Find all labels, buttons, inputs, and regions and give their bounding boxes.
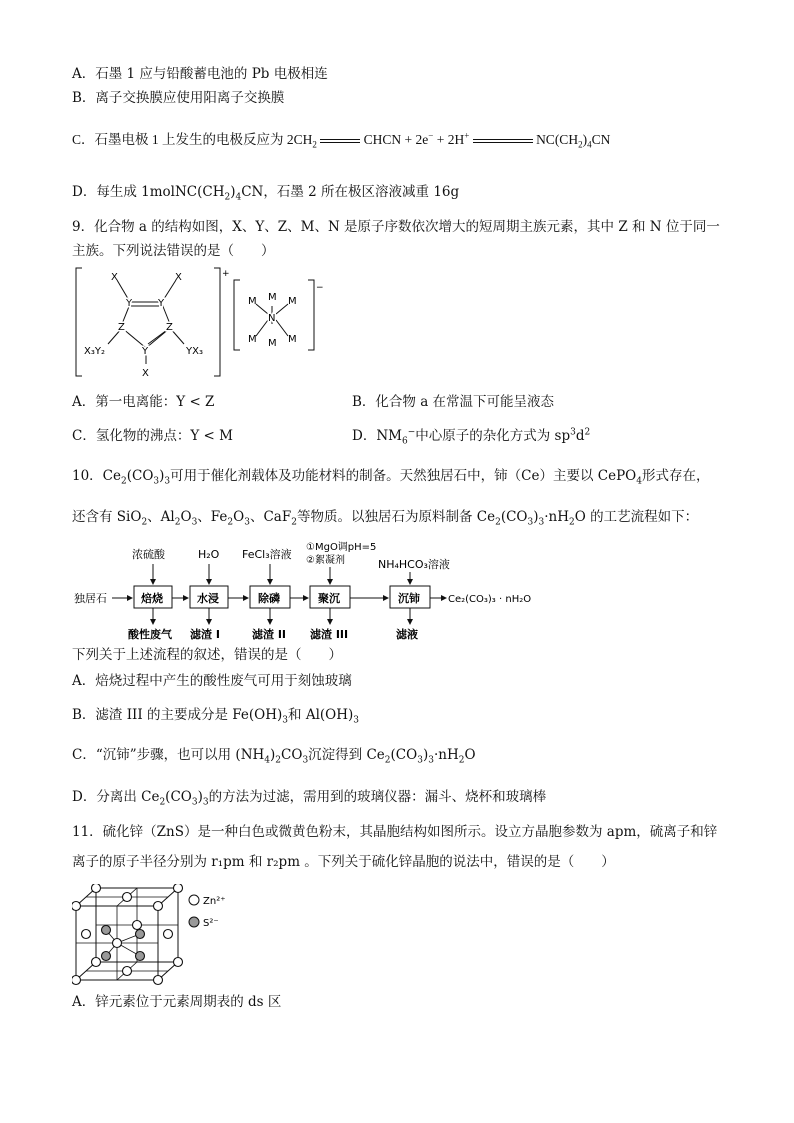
q9-stem-line1: 9．化合物 a 的结构如图，X、Y、Z、M、N 是原子序数依次增大的短周期主族元素，其中 Z 和 N 位于同一	[72, 219, 720, 235]
flow-step-3: 除磷	[258, 592, 280, 605]
flow-output-5: 滤液	[396, 628, 418, 641]
anion-m2: M	[248, 296, 257, 307]
atom-y-bottom: Y	[142, 346, 149, 357]
q10-option-d: D．分离出 $Ce_2(CO_3)_3$的方法为过滤，需用到的玻璃仪器：漏斗、烧杯和玻璃棒	[72, 789, 547, 808]
anion-m4: M	[248, 334, 257, 345]
q10-option-a: A．焙烧过程中产生的酸性废气可用于刻蚀玻璃	[72, 673, 352, 689]
anion-m1: M	[268, 292, 277, 303]
flow-input-2: H₂O	[198, 548, 220, 561]
atom-z-right: Z	[166, 322, 173, 333]
q11-stem-line2: 离子的原子半径分别为 r₁pm 和 r₂pm 。下列关于硫化锌晶胞的说法中，错误的是（ ）	[72, 854, 615, 870]
flow-step-1: 焙烧	[141, 592, 163, 605]
group-right: YX₃	[186, 346, 203, 357]
legend-zn-marker	[189, 895, 199, 905]
q9-option-a: A．第一电离能：Y < Z	[72, 394, 215, 410]
q8-option-d: D．每生成 $1molNC(CH_2)_4CN$，石墨 2 所在极区溶液减重 16g	[72, 184, 460, 203]
flow-input-5: ②絮凝剂	[306, 555, 345, 566]
q11-stem-line1: 11．硫化锌（ZnS）是一种白色或微黄色粉末，其晶胞结构如图所示。设立方晶胞参数为 apm，硫离子和锌	[72, 824, 718, 840]
q10-process-flowchart	[72, 540, 552, 642]
q10-ask: 下列关于上述流程的叙述，错误的是（ ）	[72, 647, 342, 663]
atom-x-top-right: X	[175, 272, 182, 283]
atom-x-bottom: X	[142, 368, 149, 379]
atom-z-left: Z	[118, 322, 125, 333]
q10-option-c: C．“沉铈”步骤，也可以用 $(NH_4)_2CO_3$沉淀得到 $Ce_2(CO_3)_3\cdot nH_2O$	[72, 747, 476, 766]
atom-y-left: Y	[126, 298, 133, 309]
q9-option-d: D．$NM_6^-$中心原子的杂化方式为 $sp^3d^2$	[352, 427, 591, 447]
legend-s: S²⁻	[203, 918, 219, 929]
q10-stem-line1: 10．$Ce_2(CO_3)_3$可用于催化剂载体及功能材料的制备。天然独居石中，铈（Ce）主要以 CePO$_4$形式存在，	[72, 468, 710, 487]
legend-zn: Zn²⁺	[203, 896, 226, 907]
flow-start: 独居石	[74, 592, 107, 605]
q8-option-a: A．石墨 1 应与铅酸蓄电池的 Pb 电极相连	[72, 66, 328, 82]
flow-step-5: 沉铈	[398, 592, 420, 605]
atom-y-right: Y	[158, 298, 165, 309]
flow-output-2: 滤渣 I	[190, 628, 220, 641]
anion-charge: −	[316, 283, 324, 293]
flow-step-2: 水浸	[197, 592, 219, 605]
q9-option-b: B．化合物 a 在常温下可能呈液态	[352, 394, 555, 410]
q10-option-b: B．滤渣 III 的主要成分是 $Fe(OH)_3$和 $Al(OH)_3$	[72, 707, 359, 726]
group-left: X₃Y₂	[84, 346, 105, 357]
q9-structure-figure	[72, 264, 332, 382]
q9-stem-line2: 主族。下列说法错误的是（ ）	[72, 243, 275, 259]
cation-charge: +	[222, 269, 230, 279]
flow-output-3: 滤渣 II	[252, 628, 287, 641]
q9-option-c: C．氢化物的沸点：Y < M	[72, 428, 233, 444]
q10-stem-line2: 还含有 SiO$_2$、$Al_2O_3$、$Fe_2O_3$、CaF$_2$等物质。以独居石为原料制备 $Ce_2(CO_3)_3\cdot nH_2O$ 的工艺流程如下：	[72, 509, 699, 528]
atom-x-top-left: X	[111, 272, 118, 283]
flow-step-4: 聚沉	[318, 592, 340, 605]
anion-center: N	[268, 313, 276, 324]
flow-input-1: 浓硫酸	[132, 548, 165, 561]
flow-output-4: 滤渣 III	[310, 628, 349, 641]
anion-m6: M	[288, 334, 297, 345]
legend-s-marker	[189, 917, 199, 927]
flow-product: Ce₂(CO₃)₃ · nH₂O	[448, 594, 532, 605]
q8-option-c: C．石墨电极 1 上发生的电极反应为 $2CH_2$ CHCN + 2e− + 2H+ $NC(CH_2)_4CN$	[72, 130, 611, 150]
q11-option-a: A．锌元素位于元素周期表的 ds 区	[72, 994, 282, 1010]
anion-m3: M	[288, 296, 297, 307]
q11-unit-cell-figure	[72, 884, 252, 988]
flow-input-4: ①MgO调pH=5	[306, 542, 377, 553]
flow-input-6: NH₄HCO₃溶液	[378, 558, 450, 571]
flow-output-1: 酸性废气	[128, 628, 172, 641]
anion-m5: M	[268, 338, 277, 349]
q8-option-b: B．离子交换膜应使用阳离子交换膜	[72, 90, 285, 106]
flow-input-3: FeCl₃溶液	[242, 548, 292, 561]
